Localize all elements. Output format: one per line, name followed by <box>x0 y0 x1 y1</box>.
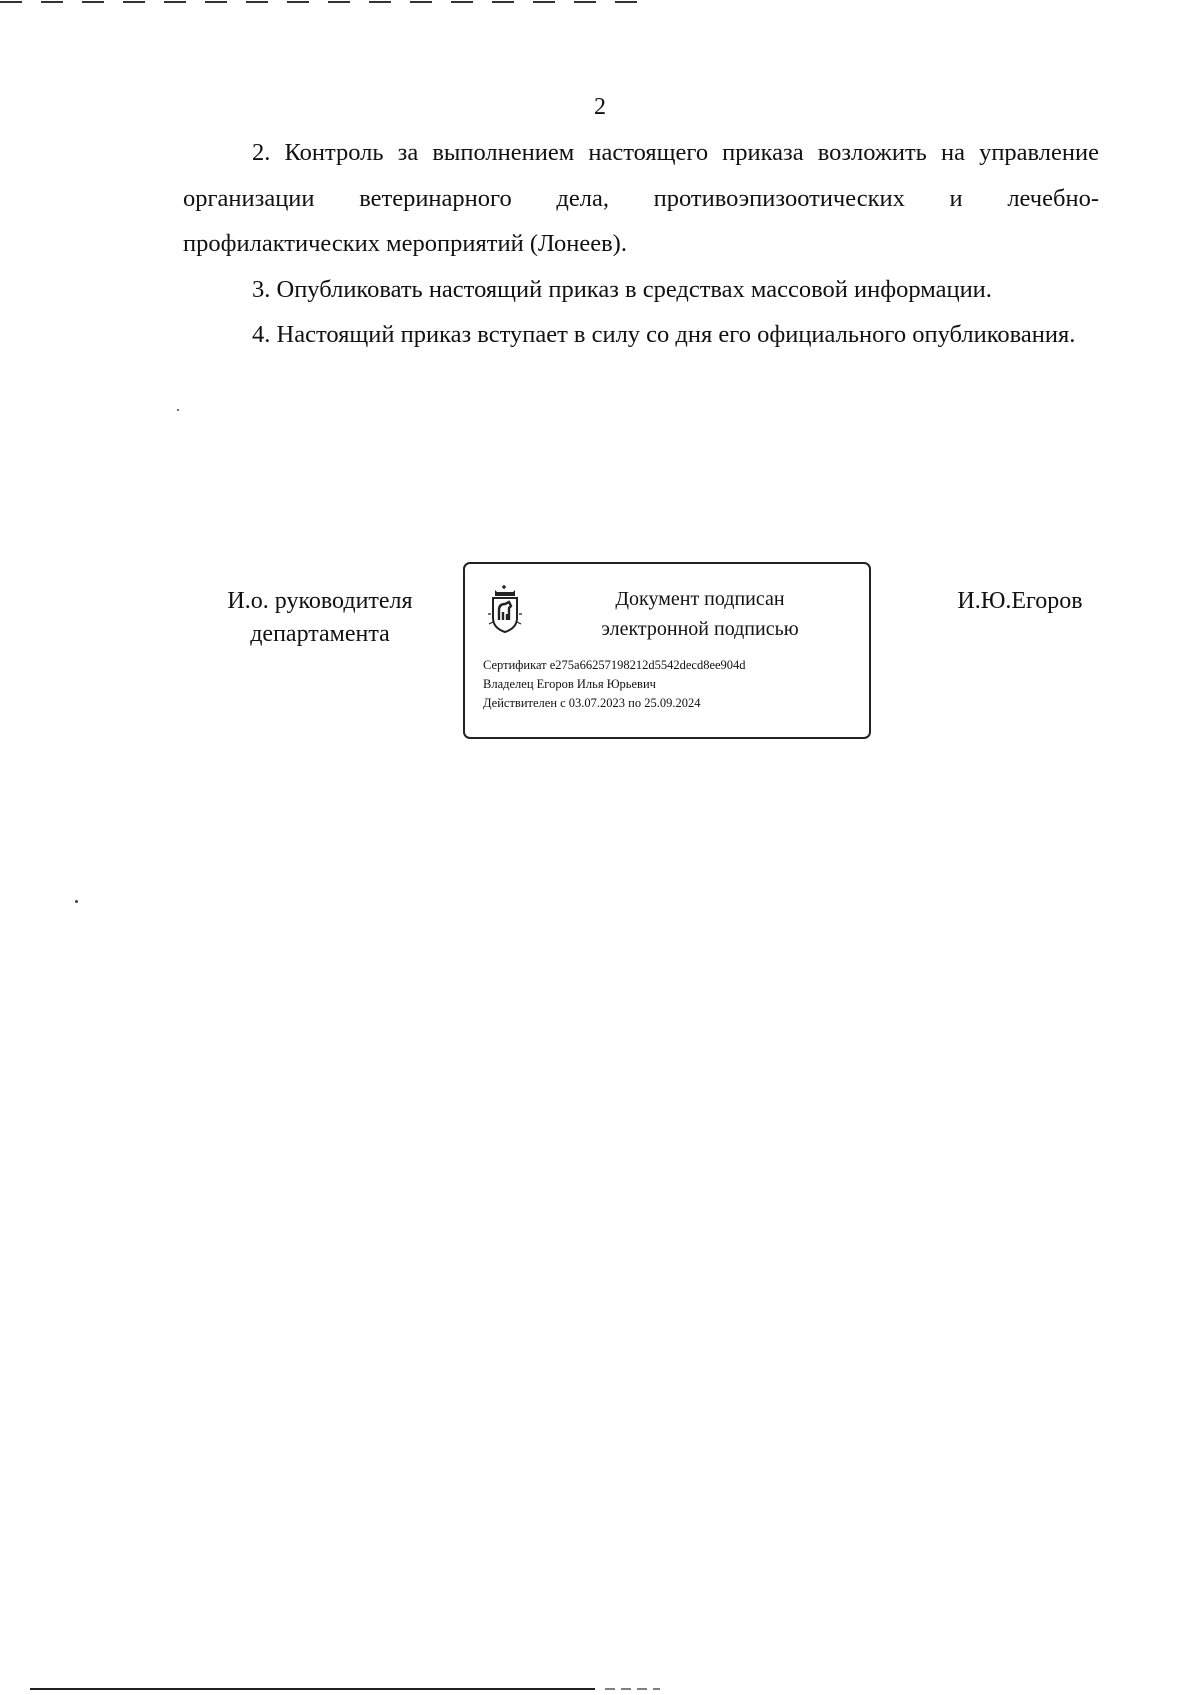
scan-speck <box>75 900 78 903</box>
page-number: 2 <box>594 94 606 120</box>
certificate-number: Сертификат e275a66257198212d5542decd8ee904d <box>483 658 746 672</box>
scan-edge-line <box>30 1687 660 1691</box>
scan-edge-dashes <box>0 0 650 4</box>
signer-position <box>205 585 435 651</box>
signer-position-line: департамента <box>250 621 390 647</box>
stamp-details <box>483 656 863 713</box>
certificate-owner: Владелец Егоров Илья Юрьевич <box>483 677 656 691</box>
coat-of-arms-icon <box>485 584 525 636</box>
electronic-signature-stamp <box>463 562 871 739</box>
signer-name: И.Ю.Егоров <box>957 588 1083 614</box>
signer-position-line: И.о. руководителя <box>227 588 413 614</box>
certificate-validity: Действителен с 03.07.2023 по 25.09.2024 <box>483 696 701 710</box>
document-body <box>183 130 1099 358</box>
paragraph-publish: 3. Опубликовать настоящий приказ в средствах массовой информации. <box>252 275 992 303</box>
paragraph-control: 2. Контроль за выполнением настоящего приказа возложить на управление организации ветеринарного дела, противоэпизоотических и лечебно-профилактических мероприятий (Лонеев). <box>183 139 1099 257</box>
scan-speck <box>177 409 179 411</box>
stamp-heading-line: Документ подписан <box>615 588 785 610</box>
stamp-heading <box>585 584 815 644</box>
paragraph-effective-date: 4. Настоящий приказ вступает в силу со дня его официального опубликования. <box>252 321 1076 348</box>
stamp-heading-line: электронной подписью <box>601 618 799 640</box>
